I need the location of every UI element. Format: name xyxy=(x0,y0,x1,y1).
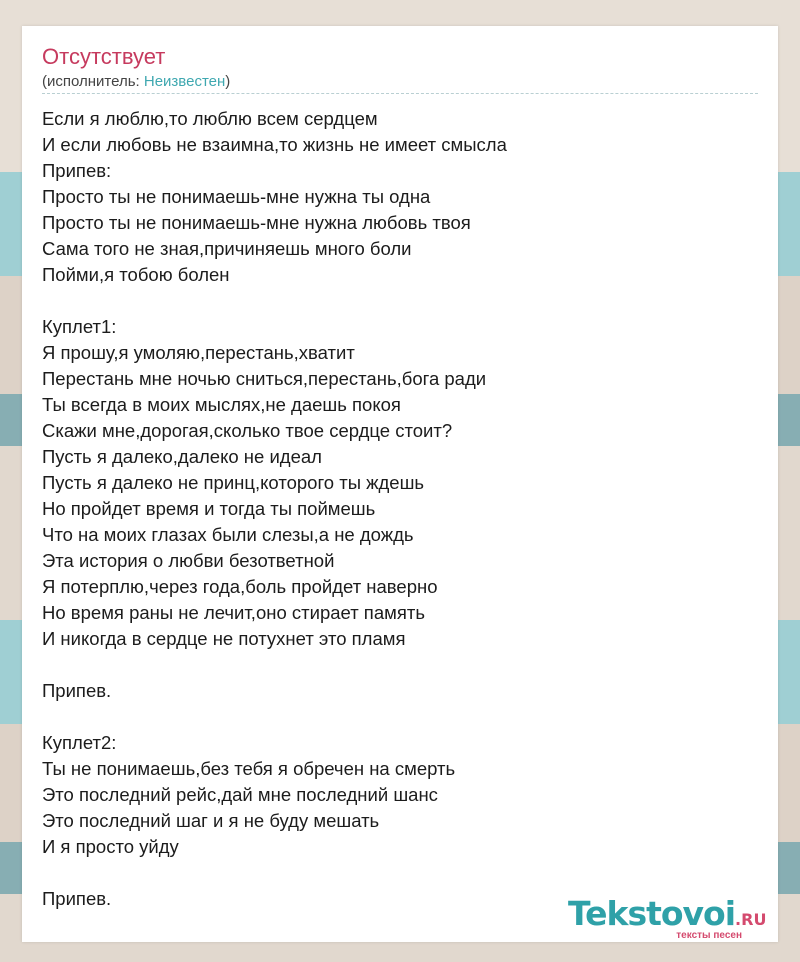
lyric-line: Что на моих глазах были слезы,а не дождь xyxy=(42,524,414,545)
lyric-line: И я просто уйду xyxy=(42,836,179,857)
lyric-line: Припев: xyxy=(42,160,112,181)
lyric-line: Припев. xyxy=(42,680,112,701)
logo-tld: .RU xyxy=(735,910,767,929)
logo-tagline: тексты песен xyxy=(676,930,742,941)
lyric-line: Это последний рейс,дай мне последний шанс xyxy=(42,784,438,805)
lyric-line: Просто ты не понимаешь-мне нужна ты одна xyxy=(42,186,431,207)
lyric-line: Ты всегда в моих мыслях,не даешь покоя xyxy=(42,394,401,415)
lyric-line xyxy=(42,652,742,678)
song-title: Отсутствует xyxy=(42,44,166,69)
lyric-line: Ты не понимаешь,без тебя я обречен на смерть xyxy=(42,758,456,779)
artist-prefix: (исполнитель: xyxy=(42,73,144,90)
lyric-line: Скажи мне,дорогая,сколько твое сердце стоит? xyxy=(42,420,453,441)
artist-line xyxy=(42,72,230,92)
lyric-line: Пусть я далеко,далеко не идеал xyxy=(42,446,322,467)
site-logo[interactable] xyxy=(568,894,778,940)
lyric-line: Куплет1: xyxy=(42,316,117,337)
title-divider xyxy=(42,93,758,94)
lyric-line: Куплет2: xyxy=(42,732,117,753)
lyric-line: Перестань мне ночью сниться,перестань,бога ради xyxy=(42,368,487,389)
lyric-line: Но пройдет время и тогда ты поймешь xyxy=(42,498,376,519)
lyric-line xyxy=(42,704,742,730)
lyric-line: Я прошу,я умоляю,перестань,хватит xyxy=(42,342,355,363)
artist-link[interactable]: Неизвестен xyxy=(143,73,226,90)
lyric-line: Если я люблю,то люблю всем сердцем xyxy=(42,108,378,129)
lyrics-card xyxy=(22,26,778,942)
lyric-line xyxy=(42,860,742,886)
lyric-line: И никогда в сердце не потухнет это пламя xyxy=(42,628,406,649)
lyrics-text xyxy=(42,106,742,912)
artist-suffix: ) xyxy=(225,73,231,90)
lyric-line xyxy=(42,288,742,314)
lyric-line: И если любовь не взаимна,то жизнь не имеет смысла xyxy=(42,134,507,155)
lyric-line: Я потерплю,через года,боль пройдет наверно xyxy=(42,576,438,597)
lyric-line: Эта история о любви безответной xyxy=(42,550,335,571)
lyric-line: Сама того не зная,причиняешь много боли xyxy=(42,238,412,259)
lyric-line: Припев. xyxy=(42,888,112,909)
logo-name: Tekstovoi xyxy=(568,894,736,933)
lyric-line: Но время раны не лечит,оно стирает память xyxy=(42,602,425,623)
lyric-line: Пойми,я тобою болен xyxy=(42,264,230,285)
lyric-line: Это последний шаг и я не буду мешать xyxy=(42,810,380,831)
lyric-line: Просто ты не понимаешь-мне нужна любовь твоя xyxy=(42,212,471,233)
lyric-line: Пусть я далеко не принц,которого ты ждешь xyxy=(42,472,425,493)
